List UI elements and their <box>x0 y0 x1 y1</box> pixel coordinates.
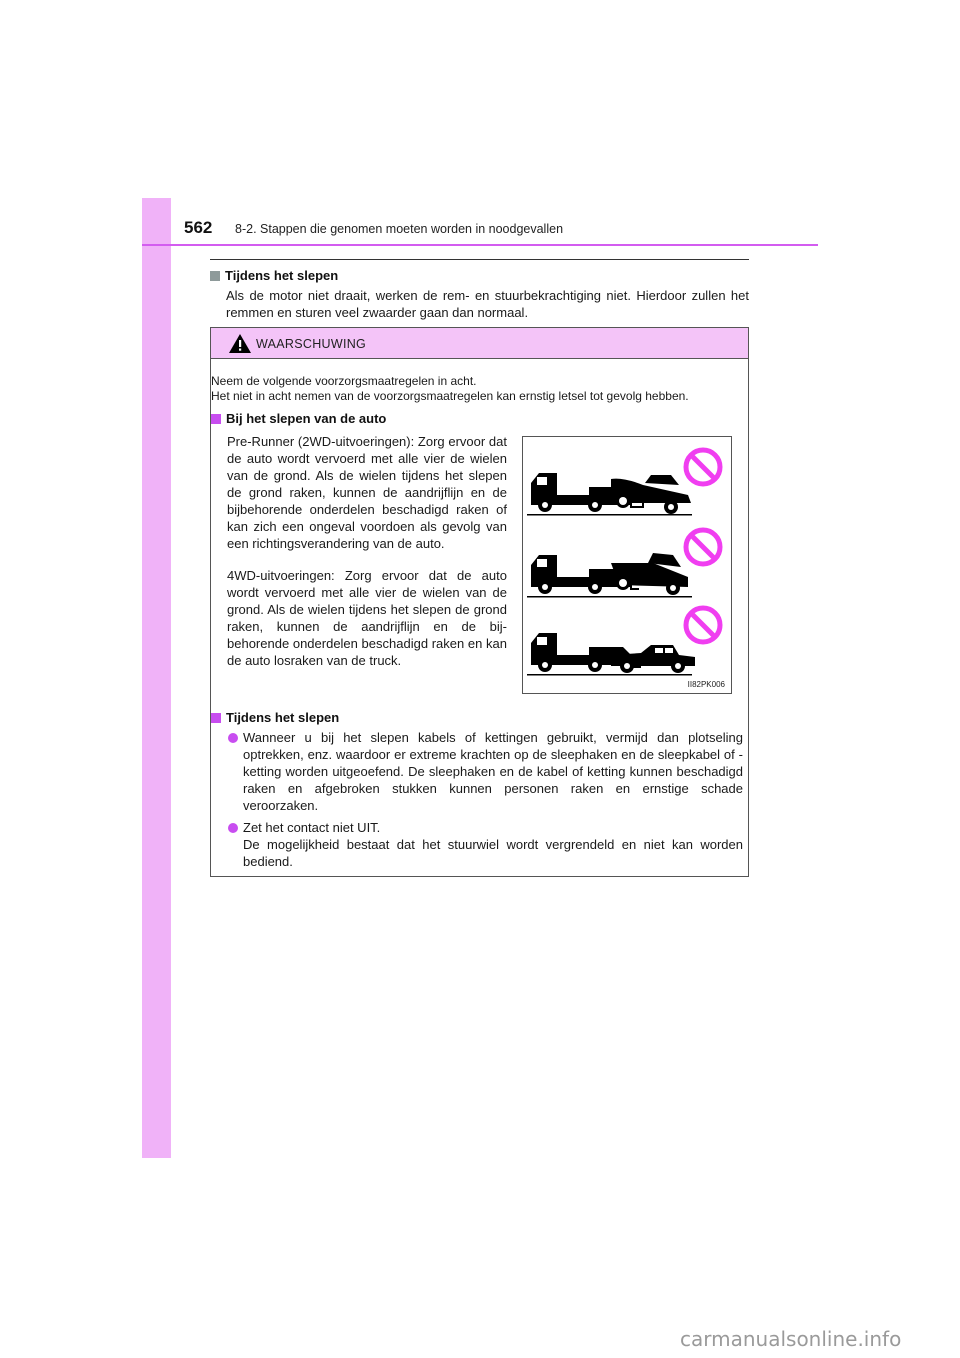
subsection-title: Tijdens het slepen <box>226 710 340 725</box>
section-rule <box>210 259 749 260</box>
bullet-dot-icon <box>228 733 238 743</box>
section-title: Tijdens het slepen <box>225 268 339 283</box>
subsection-heading-towing <box>211 411 386 426</box>
page-number: 562 <box>184 218 213 237</box>
warning-title: WAARSCHUWING <box>256 337 367 351</box>
header-divider <box>142 244 818 246</box>
pink-square-bullet-icon <box>211 713 221 723</box>
figure-code: II82PK006 <box>687 680 725 689</box>
pink-square-bullet-icon <box>211 414 221 424</box>
4wd-paragraph: 4WD-uitvoeringen: Zorg ervoor dat de auto wordt vervoerd met alle vier de wielen van de grond. Als de wielen tijdens het slepen de grond raken, kunnen de aandrijflijn en de bij-behorende onderdelen beschadigd raken en kan de auto losraken van de truck. <box>227 568 507 668</box>
bullet-dot-icon <box>228 823 238 833</box>
towing-diagram <box>523 437 731 693</box>
bullet-ignition: Zet het contact niet UIT. <box>243 820 381 835</box>
bullet-ignition-detail: De mogelijkheid bestaat dat het stuurwiel wordt vergrendeld en niet kan worden bediend. <box>243 837 743 869</box>
subsection-title: Bij het slepen van de auto <box>226 411 387 426</box>
bullet-cables: Wanneer u bij het slepen kabels of kettingen gebruikt, vermijd dan plotseling optrekken, enz. waardoor er extreme krachten op de sleephaken en de sleepkabel of -ketting worden uitgeoefend. De sleephaken en de kabel of ketting kunnen beschadigd raken en afgebroken stukken kunnen personen raken en ernstige schade veroorzaken. <box>243 730 743 813</box>
warning-triangle-icon <box>229 334 251 353</box>
prerunner-paragraph: Pre-Runner (2WD-uitvoeringen): Zorg ervoor dat de auto wordt vervoerd met alle vier de wielen van de grond. Als de wielen tijdens het slepen de grond raken, kunnen de aandrijflijn en de bijbehorende onderdelen beschadigd raken of kan zich een ongeval voordoen als gevolg van een richtingsverandering van de auto. <box>227 434 507 551</box>
section-heading <box>210 268 338 283</box>
chapter-sidebar-tab <box>142 198 171 1158</box>
section-body: Als de motor niet draait, werken de rem- en stuurbekrachtiging niet. Hierdoor zullen het remmen en sturen veel zwaarder gaan dan normaal. <box>226 288 749 320</box>
warning-header <box>211 328 748 359</box>
watermark: carmanualsonline.info <box>680 1327 902 1351</box>
chapter-title: 8-2. Stappen die genomen moeten worden in noodgevallen <box>235 222 564 236</box>
warning-intro-line1: Neem de volgende voorzorgsmaatregelen in acht. <box>211 374 477 388</box>
towing-illustration <box>522 436 732 694</box>
subsection-heading-during-towing <box>211 710 339 725</box>
grey-square-bullet-icon <box>210 271 220 281</box>
warning-intro-line2: Het niet in acht nemen van de voorzorgsmaatregelen kan ernstig letsel tot gevolg hebben. <box>211 389 689 403</box>
